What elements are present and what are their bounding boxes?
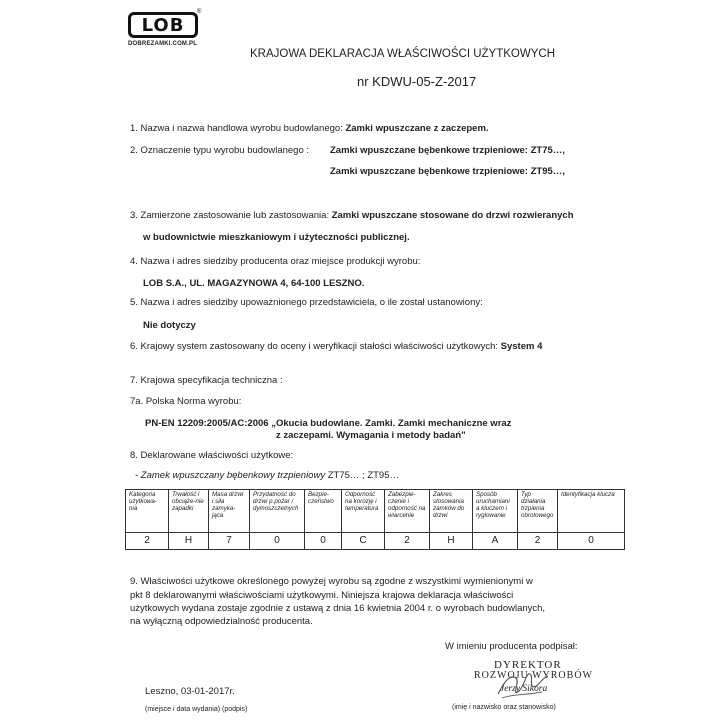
table-header-cell: Identyfikacja klucza [558,490,625,533]
logo-registered-mark: ® [197,9,202,15]
table-value-cell: 7 [209,533,250,550]
document-title: KRAJOWA DEKLARACJA WŁAŚCIWOŚCI UŻYTKOWYCH [250,48,556,60]
table-value-cell: H [169,533,209,550]
table-value-cell: 0 [305,533,342,550]
table-value-cell: 2 [126,533,169,550]
item-9-line-3: użytkowych wydana zostaje zgodnie z ustawą z dnia 16 kwietnia 2004 r. o wyrobach budowlanych, [130,603,546,614]
table-values-row [126,533,625,550]
item-4-value: LOB S.A., UL. MAGAZYNOWA 4, 64-100 LESZNO. [143,278,365,289]
item-7a-value-1: PN-EN 12209:2005/AC:2006 „Okucia budowlane. Zamki. Zamki mechaniczne wraz [145,418,512,429]
item-6-value: System 4 [500,341,543,352]
company-logo [128,12,198,38]
table-header-cell: Odporność na korozję i temperatura [342,490,385,533]
item-2-value-1: Zamki wpuszczane bębenkowe trzpieniowe: ZT75…, [330,145,565,156]
properties-table [125,489,625,550]
item-1-label: 1. Nazwa i nazwa handlowa wyrobu budowlanego: [130,123,343,134]
table-value-cell: 2 [518,533,558,550]
item-8-product-name: - Zamek wpuszczany bębenkowy trzpieniowy [135,470,326,481]
item-3-value-2: w budownictwie mieszkaniowym i użyteczności publicznej. [143,232,410,243]
stamp-title-1: DYREKTOR [494,659,562,671]
item-1 [130,123,489,134]
item-5-label: 5. Nazwa i adres siedziby upoważnionego przedstawiciela, o ile został ustanowiony: [130,297,483,308]
table-header-row [126,490,625,533]
item-8-product-models: ZT75… ; ZT95… [327,470,399,481]
table-header-cell: Przydatność do drzwi p.pożar / dymoszczelnych [250,490,305,533]
item-9-line-1: 9. Właściwości użytkowe określonego powyżej wyrobu są zgodne z wszystkimi wymienionymi w [130,576,533,587]
item-2-label: 2. Oznaczenie typu wyrobu budowlanego : [130,145,310,156]
table-value-cell: A [473,533,518,550]
table-value-cell: 0 [250,533,305,550]
item-6 [130,341,542,352]
handwritten-signature [492,664,552,704]
logo-url: DOBREZAMKI.COM.PL [128,41,198,47]
on-behalf-label: W imieniu producenta podpisał: [445,641,578,652]
item-9-line-2: pkt 8 deklarowanymi właściwościami użytkowymi. Niniejsza krajowa deklaracja właściwości [130,590,514,601]
item-3-value-1: Zamki wpuszczane stosowane do drzwi rozwieranych [331,210,574,221]
stamp-title-2: ROZWOJU WYROBÓW [474,670,593,681]
table-value-cell: H [430,533,473,550]
table-value-cell: 2 [385,533,430,550]
stamp-name: Jerzy Sikora [500,684,548,694]
item-5-value: Nie dotyczy [143,320,196,331]
table-header-cell: Zakres stosowania zamków do drzwi [430,490,473,533]
table-header-cell: Kategoria użytkowa-nia [126,490,169,533]
item-8-label: 8. Deklarowane właściwości użytkowe: [130,450,294,461]
item-8-product [135,470,399,481]
table-header-cell: Trwałość i obciąże-nie zapadki [169,490,209,533]
name-caption: (imię i nazwisko oraz stanowisko) [452,704,556,711]
table-value-cell: C [342,533,385,550]
place-date-caption: (miejsce i data wydania) (podpis) [145,706,248,713]
table-header-cell: Zabezpie-czenie i odporność na wiarcenie [385,490,430,533]
item-1-value: Zamki wpuszczane z zaczepem. [345,123,489,134]
item-3-label: 3. Zamierzone zastosowanie lub zastosowania: [130,210,330,221]
table-header-cell: Bezpie-czeństwo [305,490,342,533]
item-2-value-2: Zamki wpuszczane bębenkowe trzpieniowe: ZT95…, [330,166,565,177]
item-7-label: 7. Krajowa specyfikacja techniczna : [130,375,283,386]
logo-text: LOB [141,14,185,36]
item-3 [130,210,574,221]
table-header-cell: Sposób uruchamiani a kluczem i ryglowanie [473,490,518,533]
item-4-label: 4. Nazwa i adres siedziby producenta oraz miejsce produkcji wyrobu: [130,256,421,267]
item-9-line-4: na wyłączną odpowiedzialność producenta. [130,616,313,627]
table-header-cell: Masa drzwi i siła zamyka-jąca [209,490,250,533]
table-value-cell: 0 [558,533,625,550]
place-and-date: Leszno, 03-01-2017r. [145,686,235,697]
document-number: nr KDWU-05-Z-2017 [357,74,477,89]
table-header-cell: Typ działania trzpienia obrotowego [518,490,558,533]
item-7a-value-2: z zaczepami. Wymagania i metody badań" [276,430,466,441]
item-6-label: 6. Krajowy system zastosowany do oceny i weryfikacji stałości właściwości użytkowych: [130,341,498,352]
item-7a-label: 7a. Polska Norma wyrobu: [130,396,242,407]
